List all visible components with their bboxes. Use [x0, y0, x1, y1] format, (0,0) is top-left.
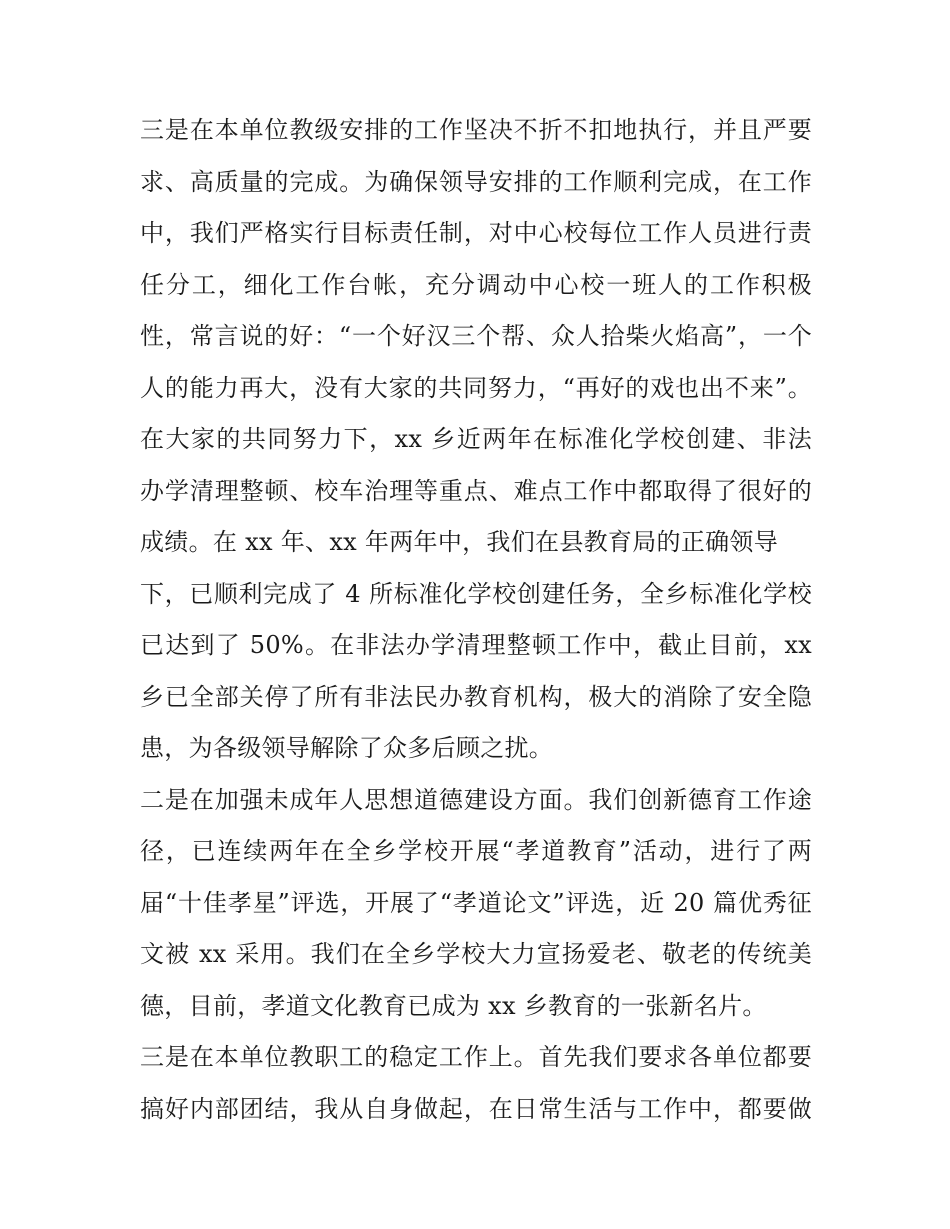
document-body: [140, 105, 812, 1135]
text-line: 二是在加强未成年人思想道德建设方面。我们创新德育工作途: [140, 785, 812, 814]
text-line: 办学清理整顿、校车治理等重点、难点工作中都取得了很好的: [140, 476, 812, 505]
text-line: 德，目前，孝道文化教育已成为 xx 乡教育的一张新名片。: [140, 991, 767, 1020]
text-line: 搞好内部团结，我从自身做起，在日常生活与工作中，都要做: [140, 1094, 812, 1123]
text-line: 中，我们严格实行目标责任制，对中心校每位工作人员进行责: [140, 219, 812, 247]
text-line: 文被 xx 采用。我们在全乡学校大力宣扬爱老、敬老的传统美: [140, 940, 812, 968]
text-line: 下，已顺利完成了 4 所标准化学校创建任务，全乡标准化学校: [140, 579, 812, 608]
text-line: 径，已连续两年在全乡学校开展“孝道教育”活动，进行了两: [140, 837, 812, 865]
text-line: 三是在本单位教级安排的工作坚决不折不扣地执行，并且严要: [140, 116, 812, 144]
text-line: 成绩。在 xx 年、xx 年两年中，我们在县教育局的正确领导: [140, 528, 779, 556]
text-line: 患，为各级领导解除了众多后顾之扰。: [140, 734, 554, 762]
text-line: 已达到了 50%。在非法办学清理整顿工作中，截止目前，xx: [140, 631, 812, 659]
text-line: 性，常言说的好：“一个好汉三个帮、众人拾柴火焰高”，一个: [140, 322, 812, 350]
text-line: 求、高质量的完成。为确保领导安排的工作顺利完成，在工作: [140, 167, 812, 196]
text-line: 届“十佳孝星”评选，开展了“孝道论文”评选，近 20 篇优秀征: [140, 888, 812, 917]
text-line: 乡已全部关停了所有非法民办教育机构，极大的消除了安全隐: [140, 682, 812, 711]
text-line: 三是在本单位教职工的稳定工作上。首先我们要求各单位都要: [140, 1043, 812, 1071]
text-line: 任分工，细化工作台帐，充分调动中心校一班人的工作积极: [140, 270, 812, 299]
text-line: 人的能力再大，没有大家的共同努力，“再好的戏也出不来”。: [140, 373, 812, 402]
text-line: 在大家的共同努力下，xx 乡近两年在标准化学校创建、非法: [140, 425, 812, 453]
